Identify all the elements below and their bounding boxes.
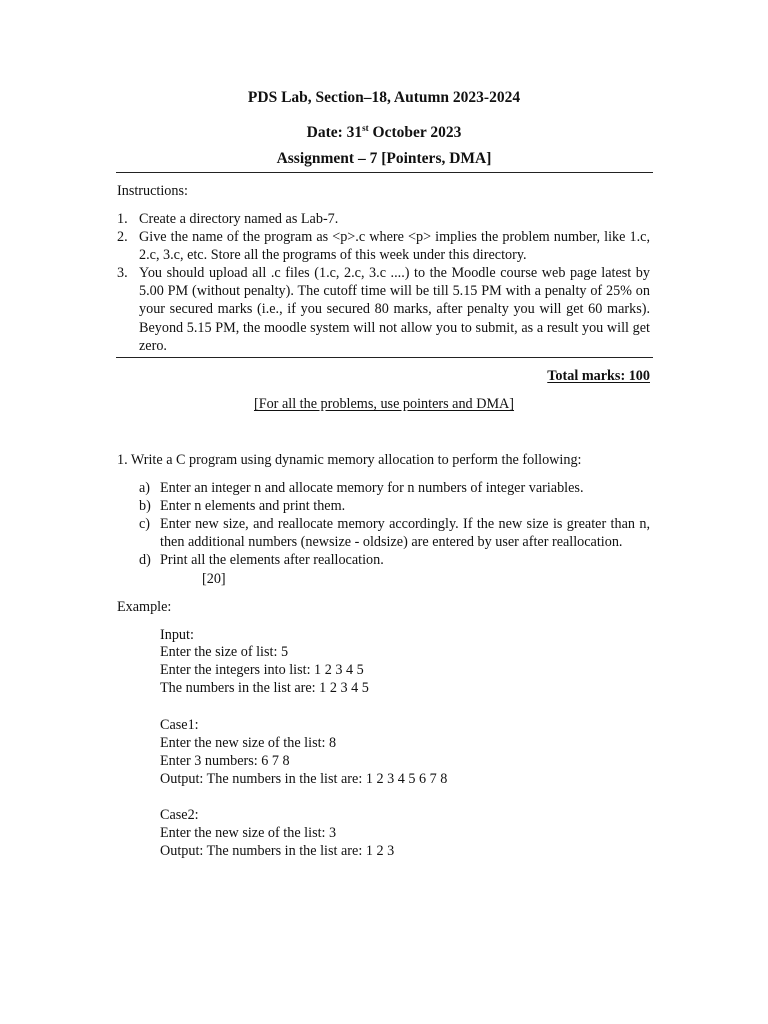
header-divider <box>116 172 653 173</box>
instruction-line: Beyond 5.15 PM, the moodle system will not allow you to submit, as a result you will get <box>139 320 650 336</box>
instructions-divider <box>116 357 653 358</box>
example-line: Enter 3 numbers: 6 7 8 <box>160 753 290 769</box>
example-line: Input: <box>160 627 194 643</box>
date-suffix-sup: st <box>362 123 369 133</box>
example-line: Enter the size of list: 5 <box>160 644 289 660</box>
course-title: PDS Lab, Section–18, Autumn 2023-2024 <box>247 89 521 106</box>
instructions-heading: Instructions: <box>117 183 188 199</box>
assignment-title: Assignment – 7 [Pointers, DMA] <box>276 150 492 167</box>
instruction-number: 2. <box>117 229 128 245</box>
example-heading: Example: <box>117 599 172 615</box>
example-line: Enter the new size of the list: 3 <box>160 825 337 841</box>
example-line: Enter the integers into list: 1 2 3 4 5 <box>160 662 364 678</box>
subtask-line: Enter an integer n and allocate memory for n numbers of integer variables. <box>160 480 584 496</box>
example-line: Output: The numbers in the list are: 1 2 3 4 5 6 7 8 <box>160 771 448 787</box>
example-line: Case1: <box>160 717 199 733</box>
problem-marks: [20] <box>202 571 226 587</box>
instruction-line: 2.c, 3.c, etc. Store all the programs of this week under this directory. <box>139 247 527 263</box>
subtask-label: b) <box>139 498 151 514</box>
instruction-line: 5.00 PM (without penalty). The cutoff time will be till 5.15 PM with a penalty of 25% on <box>139 283 650 299</box>
pointer-dma-note: [For all the problems, use pointers and DMA] <box>253 396 515 412</box>
subtask-label: c) <box>139 516 151 532</box>
subtask-line: Enter n elements and print them. <box>160 498 346 514</box>
example-line: The numbers in the list are: 1 2 3 4 5 <box>160 680 369 696</box>
date-suffix: October 2023 <box>368 124 462 141</box>
instruction-line: Create a directory named as Lab-7. <box>139 211 339 227</box>
instruction-line: zero. <box>139 338 167 354</box>
total-marks: Total marks: 100 <box>547 368 650 384</box>
instruction-number: 3. <box>117 265 128 281</box>
subtask-line: Enter new size, and reallocate memory accordingly. If the new size is greater than n, <box>160 516 650 532</box>
example-line: Case2: <box>160 807 199 823</box>
date-prefix: Date: 31 <box>306 124 363 141</box>
problem-statement: 1. Write a C program using dynamic memory allocation to perform the following: <box>117 452 582 468</box>
instruction-number: 1. <box>117 211 128 227</box>
subtask-line: then additional numbers (newsize - oldsize) are entered by user after reallocation. <box>160 534 623 550</box>
assignment-date <box>0 119 768 142</box>
subtask-line: Print all the elements after reallocation. <box>160 552 384 568</box>
instruction-line: Give the name of the program as <p>.c where <p> implies the problem number, like 1.c, <box>139 229 650 245</box>
subtask-label: d) <box>139 552 151 568</box>
example-line: Output: The numbers in the list are: 1 2 3 <box>160 843 395 859</box>
example-line: Enter the new size of the list: 8 <box>160 735 337 751</box>
instruction-line: You should upload all .c files (1.c, 2.c, 3.c ....) to the Moodle course web page latest by <box>139 265 650 281</box>
instruction-line: your secured marks (i.e., if you secured 80 marks, after penalty you will get 60 marks). <box>139 301 650 317</box>
subtask-label: a) <box>139 480 151 496</box>
